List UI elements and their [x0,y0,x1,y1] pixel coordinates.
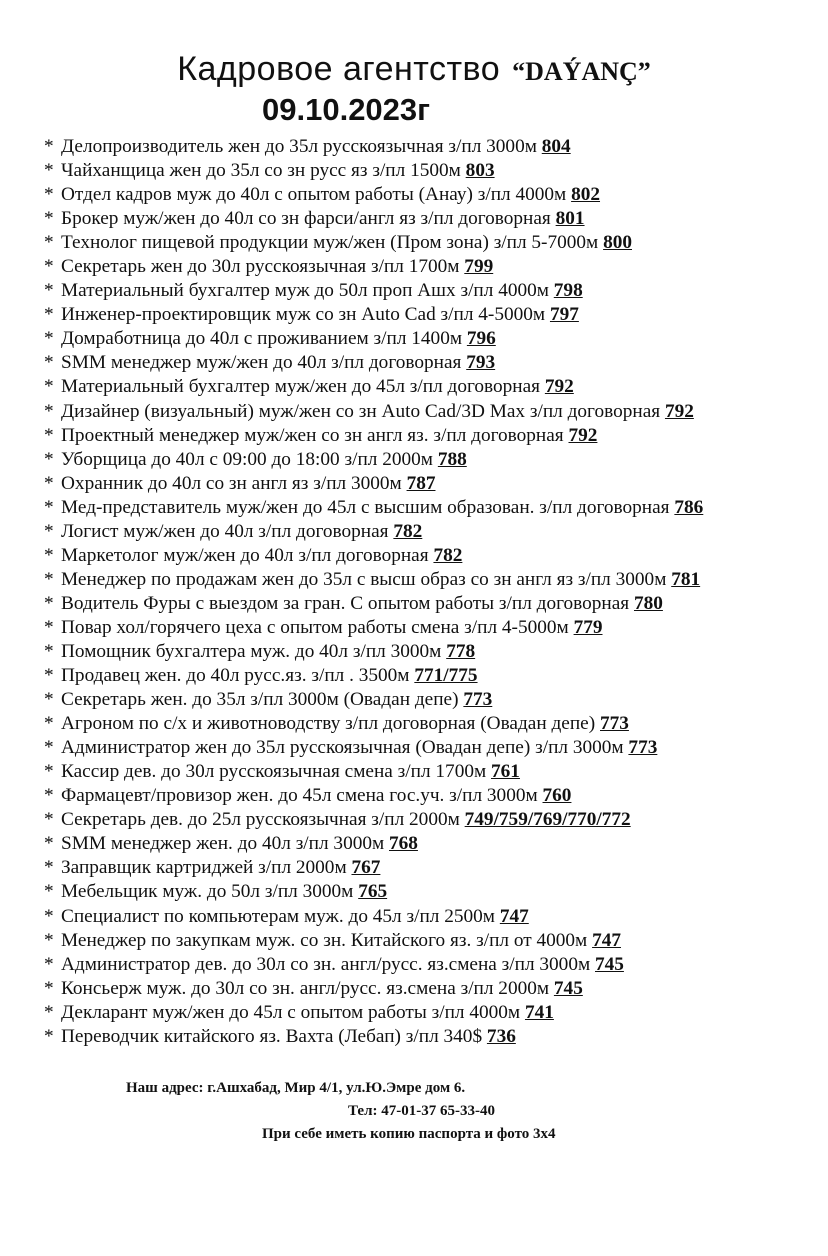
vacancy-item [44,592,703,616]
bullet-marker: * [44,568,54,590]
vacancy-text: Секретарь дев. до 25л русскоязычная з/пл 2000м [61,809,460,831]
vacancy-text: Менеджер по продажам жен до 35л с высш образ со зн англ яз з/пл 3000м [61,568,667,590]
bullet-marker: * [44,544,54,566]
bullet-marker: * [44,640,54,662]
vacancy-code: 803 [465,160,495,182]
bullet-marker: * [44,280,54,302]
bullet-marker: * [44,232,54,254]
vacancy-text: Специалист по компьютерам муж. до 45л з/пл 2500м [61,905,495,927]
vacancy-code: 760 [542,785,572,807]
bullet-marker: * [44,376,54,398]
vacancy-text: Продавец жен. до 40л русс.яз. з/пл . 3500м [61,665,410,687]
vacancy-item [44,448,703,472]
vacancy-text: Инженер-проектировщик муж со зн Auto Cad з/пл 4-5000м [61,304,546,326]
footer-phones: Тел: 47-01-37 65-33-40 [348,1103,495,1119]
bullet-marker: * [44,1025,54,1047]
vacancy-text: SMM менеджер жен. до 40л з/пл 3000м [61,833,385,855]
bullet-marker: * [44,328,54,350]
vacancy-code: 798 [553,280,583,302]
bullet-marker: * [44,881,54,903]
vacancy-item [44,496,703,520]
vacancy-code: 786 [674,496,704,518]
vacancy-item [44,880,703,904]
vacancy-text: Декларант муж/жен до 45л с опытом работы з/пл 4000м [61,1001,521,1023]
vacancy-text: Делопроизводитель жен до 35л русскоязычная з/пл 3000м [61,136,537,157]
vacancy-text: Консьерж муж. до 30л со зн. англ/русс. яз.смена з/пл 2000м [61,977,550,999]
vacancy-item [44,760,703,784]
vacancy-code: 779 [573,616,603,638]
vacancy-text: Администратор дев. до 30л со зн. англ/русс. яз.смена з/пл 3000м [61,953,591,975]
vacancy-item [44,977,703,1001]
vacancy-item [44,616,703,640]
vacancy-code: 796 [466,328,496,350]
vacancy-code: 787 [406,472,436,494]
vacancy-text: Агроном по с/х и животноводству з/пл договорная (Овадан депе) [61,713,596,735]
vacancy-item [44,520,703,544]
footer-note: При себе иметь копию паспорта и фото 3х4 [262,1126,556,1142]
vacancy-item [44,544,703,568]
vacancy-item [44,905,703,929]
bullet-marker: * [44,616,54,638]
bullet-marker: * [44,400,54,422]
vacancy-item [44,351,703,375]
vacancy-code: 797 [549,304,579,326]
bullet-marker: * [44,905,54,927]
vacancy-item [44,327,703,351]
bullet-marker: * [44,833,54,855]
vacancy-text: Секретарь жен. до 35л з/пл 3000м (Овадан депе) [61,689,459,711]
vacancy-item [44,808,703,832]
bullet-marker: * [44,160,54,182]
vacancy-code: 792 [568,424,598,446]
vacancy-text: Менеджер по закупкам муж. со зн. Китайского яз. з/пл от 4000м [61,929,588,951]
bullet-marker: * [44,857,54,879]
vacancy-code: 780 [633,592,663,614]
bullet-marker: * [44,713,54,735]
vacancy-item [44,135,703,159]
vacancy-text: Чайханщица жен до 35л со зн русс яз з/пл 1500м [61,160,461,182]
agency-title: Кадровое агентство [177,50,501,88]
vacancy-code: 741 [524,1001,554,1023]
vacancy-text: Водитель Фуры с выездом за гран. С опытом работы з/пл договорная [61,592,630,614]
vacancy-list [44,135,703,1049]
bullet-marker: * [44,761,54,783]
vacancy-item [44,856,703,880]
vacancy-code: 747 [592,929,621,951]
vacancy-item [44,472,703,496]
bullet-marker: * [44,592,54,614]
vacancy-text: Материальный бухгалтер муж до 50л проп Ашх з/пл 4000м [61,280,549,302]
announcement-date: 09.10.2023г [262,92,431,127]
vacancy-code: 745 [553,977,583,999]
vacancy-item [44,303,703,327]
bullet-marker: * [44,256,54,278]
vacancy-code: 773 [628,737,658,759]
vacancy-text: Повар хол/горячего цеха с опытом работы смена з/пл 4-5000м [61,616,569,638]
vacancy-code: 761 [491,761,520,783]
vacancy-text: Мебельщик муж. до 50л з/пл 3000м [61,881,354,903]
vacancy-item [44,400,703,424]
vacancy-code: 767 [351,857,381,879]
vacancy-item [44,231,703,255]
vacancy-code: 782 [393,520,423,542]
vacancy-text: SMM менеджер муж/жен до 40л з/пл договорная [61,352,462,374]
vacancy-text: Уборщица до 40л с 09:00 до 18:00 з/пл 2000м [61,448,434,470]
vacancy-text: Материальный бухгалтер муж/жен до 45л з/пл договорная [61,376,541,398]
vacancy-item [44,159,703,183]
vacancy-item [44,953,703,977]
vacancy-code: 792 [664,400,694,422]
vacancy-code: 788 [437,448,467,470]
vacancy-text: Мед-представитель муж/жен до 45л с высшим образован. з/пл договорная [61,496,670,518]
vacancy-code: 768 [389,833,418,855]
vacancy-code: 799 [464,256,494,278]
vacancy-item [44,640,703,664]
vacancy-code: 778 [446,640,476,662]
bullet-marker: * [44,929,54,951]
vacancy-text: Технолог пищевой продукции муж/жен (Пром зона) з/пл 5-7000м [61,232,599,254]
vacancy-item [44,1025,703,1049]
bullet-marker: * [44,424,54,446]
vacancy-text: Домработница до 40л с проживанием з/пл 1400м [61,328,463,350]
vacancy-text: Переводчик китайского яз. Вахта (Лебап) з/пл 340$ [61,1025,483,1047]
vacancy-text: Помощник бухгалтера муж. до 40л з/пл 3000м [61,640,442,662]
vacancy-text: Логист муж/жен до 40л з/пл договорная [61,520,389,542]
agency-brand: “DAÝANÇ” [512,57,651,86]
footer-address: Наш адрес: г.Ашхабад, Мир 4/1, ул.Ю.Эмре дом 6. [126,1080,466,1096]
vacancy-code: 747 [499,905,529,927]
vacancy-item [44,424,703,448]
bullet-marker: * [44,737,54,759]
vacancy-item [44,568,703,592]
bullet-marker: * [44,665,54,687]
vacancy-code: 782 [433,544,463,566]
vacancy-text: Охранник до 40л со зн англ яз з/пл 3000м [61,472,402,494]
vacancy-code: 792 [544,376,574,398]
bullet-marker: * [44,304,54,326]
vacancy-item [44,375,703,399]
vacancy-code: 765 [358,881,388,903]
bullet-marker: * [44,496,54,518]
bullet-marker: * [44,953,54,975]
vacancy-code: 801 [555,208,585,230]
vacancy-code: 781 [671,568,701,590]
vacancy-item [44,279,703,303]
vacancy-text: Секретарь жен до 30л русскоязычная з/пл 1700м [61,256,460,278]
vacancy-code: 800 [603,232,632,254]
vacancy-item [44,664,703,688]
bullet-marker: * [44,977,54,999]
bullet-marker: * [44,809,54,831]
vacancy-item [44,183,703,207]
vacancy-code: 749/759/769/770/772 [464,809,631,831]
bullet-marker: * [44,689,54,711]
bullet-marker: * [44,184,54,206]
vacancy-item [44,929,703,953]
vacancy-item [44,1001,703,1025]
bullet-marker: * [44,208,54,230]
bullet-marker: * [44,352,54,374]
bullet-marker: * [44,448,54,470]
vacancy-code: 773 [463,689,493,711]
vacancy-code: 771/775 [414,665,478,687]
vacancy-text: Фармацевт/провизор жен. до 45л смена гос.уч. з/пл 3000м [61,785,538,807]
vacancy-text: Маркетолог муж/жен до 40л з/пл договорная [61,544,429,566]
vacancy-text: Брокер муж/жен до 40л со зн фарси/англ яз з/пл договорная [61,208,551,230]
vacancy-item [44,832,703,856]
vacancy-item [44,207,703,231]
vacancy-item [44,688,703,712]
vacancy-text: Кассир дев. до 30л русскоязычная смена з/пл 1700м [61,761,487,783]
vacancy-text: Отдел кадров муж до 40л с опытом работы (Анау) з/пл 4000м [61,184,567,206]
vacancy-text: Проектный менеджер муж/жен со зн англ яз. з/пл договорная [61,424,564,446]
page-title [0,50,828,89]
vacancy-text: Администратор жен до 35л русскоязычная (Овадан депе) з/пл 3000м [61,737,624,759]
vacancy-code: 793 [466,352,496,374]
vacancy-code: 804 [541,136,571,157]
vacancy-text: Дизайнер (визуальный) муж/жен со зн Auto Cad/3D Max з/пл договорная [61,400,661,422]
vacancy-code: 745 [595,953,624,975]
bullet-marker: * [44,785,54,807]
bullet-marker: * [44,520,54,542]
vacancy-item [44,736,703,760]
vacancy-item [44,784,703,808]
vacancy-text: Заправщик картриджей з/пл 2000м [61,857,347,879]
vacancy-code: 802 [571,184,601,206]
vacancy-item [44,712,703,736]
bullet-marker: * [44,136,54,157]
vacancy-code: 773 [600,713,629,735]
bullet-marker: * [44,472,54,494]
vacancy-item [44,255,703,279]
bullet-marker: * [44,1001,54,1023]
vacancy-code: 736 [486,1025,516,1047]
